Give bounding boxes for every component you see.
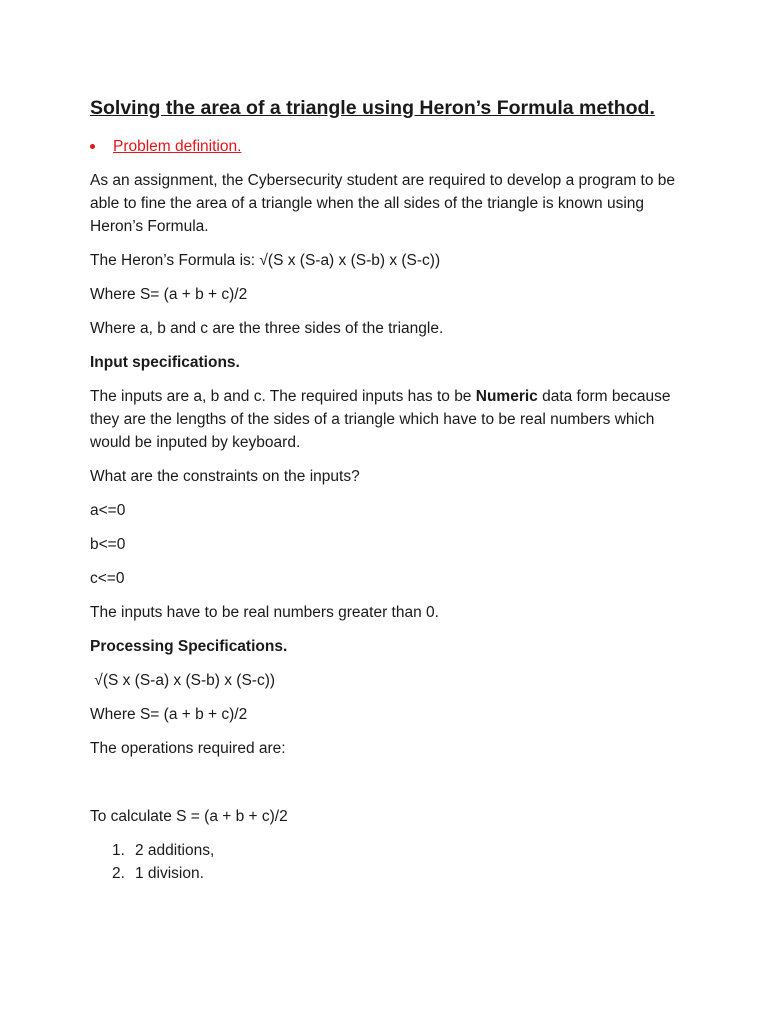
blank-line xyxy=(90,771,690,794)
problem-definition-bullet xyxy=(90,135,690,158)
bullet-dot-icon xyxy=(90,144,95,149)
sides-description: Where a, b and c are the three sides of the triangle. xyxy=(90,320,444,337)
list-item-number: 2. xyxy=(112,865,125,882)
operations-list xyxy=(90,839,690,885)
processing-specifications-heading: Processing Specifications. xyxy=(90,638,288,655)
constraints-question: What are the constraints on the inputs? xyxy=(90,468,360,485)
list-item-text: 1 division. xyxy=(135,865,204,882)
list-item xyxy=(90,839,690,862)
input-specifications-heading: Input specifications. xyxy=(90,354,240,371)
where-s-line: Where S= (a + b + c)/2 xyxy=(90,286,248,303)
processing-formula: √(S x (S-a) x (S-b) x (S-c)) xyxy=(90,672,276,689)
problem-definition-label: Problem definition. xyxy=(113,138,242,155)
heron-formula-line: The Heron’s Formula is: √(S x (S-a) x (S-b) x (S-c)) xyxy=(90,252,441,269)
constraint-b: b<=0 xyxy=(90,536,126,553)
inputs-text-end: data form because they are the lengths of the sides of a triangle which have to be real numbers which would be inputed by keyboard. xyxy=(90,388,671,451)
inputs-paragraph xyxy=(90,385,690,454)
list-item-text: 2 additions, xyxy=(135,842,215,859)
calculate-s-line: To calculate S = (a + b + c)/2 xyxy=(90,808,288,825)
constraint-c: c<=0 xyxy=(90,570,125,587)
intro-paragraph: As an assignment, the Cybersecurity student are required to develop a program to be able to fine the area of a triangle when the all sides of the triangle is known using Heron’s Formula. xyxy=(90,172,676,235)
document-body xyxy=(90,94,690,885)
numeric-emphasis: Numeric xyxy=(475,388,538,405)
constraint-a: a<=0 xyxy=(90,502,126,519)
real-numbers-statement: The inputs have to be real numbers greater than 0. xyxy=(90,604,439,621)
document-title: Solving the area of a triangle using Heron’s Formula method. xyxy=(90,97,655,119)
inputs-text-start: The inputs are a, b and c. The required inputs has to be xyxy=(90,388,476,405)
list-item-number: 1. xyxy=(112,842,125,859)
list-item xyxy=(90,862,690,885)
operations-required-line: The operations required are: xyxy=(90,740,286,757)
processing-where-s: Where S= (a + b + c)/2 xyxy=(90,706,248,723)
